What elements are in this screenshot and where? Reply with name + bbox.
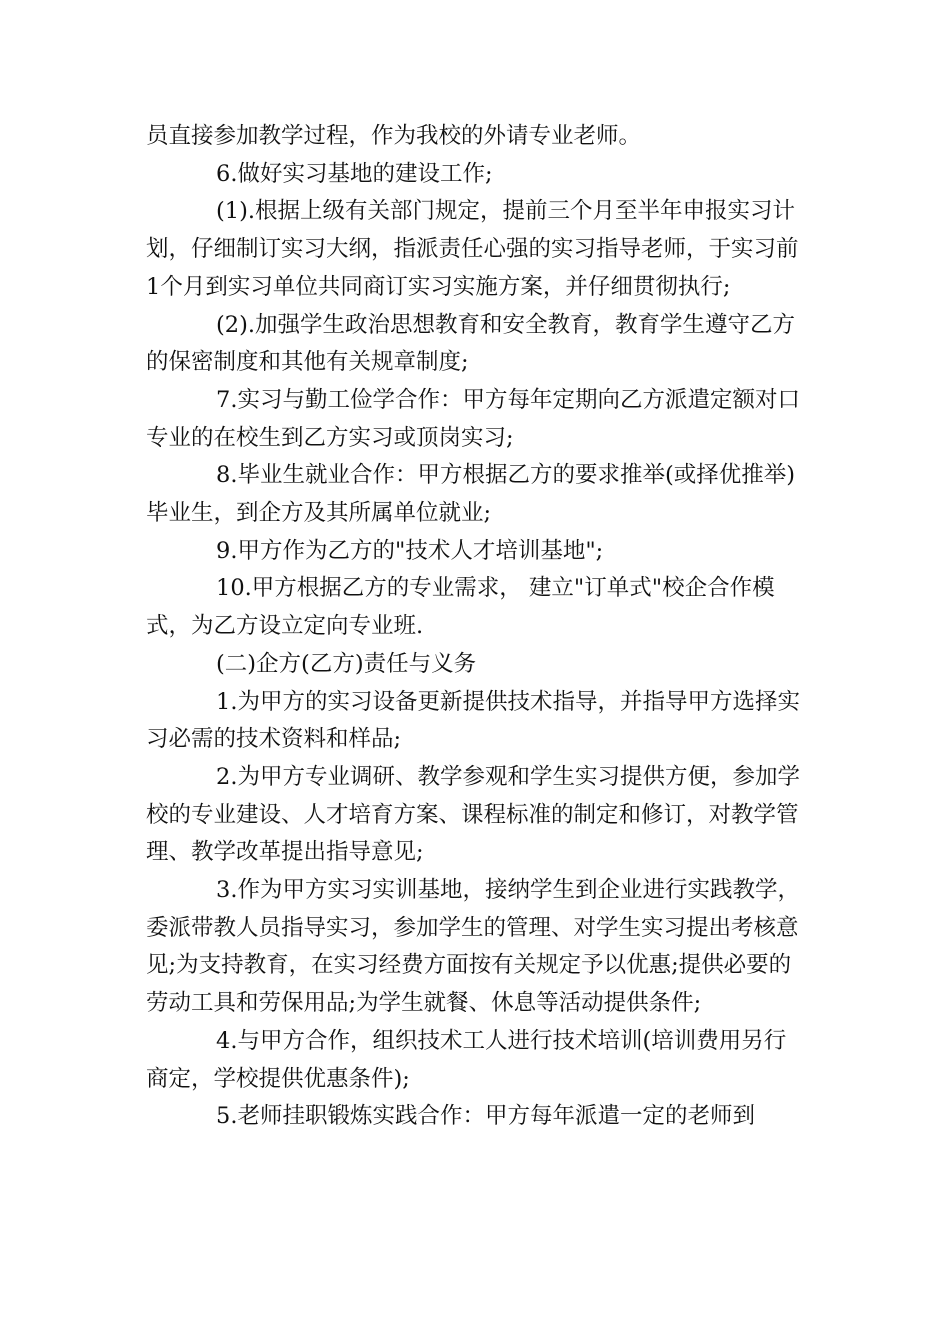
paragraph-10: 1.为甲方的实习设备更新提供技术指导，并指导甲方选择实习必需的技术资料和样品; (146, 688, 800, 753)
document-body (146, 118, 806, 1136)
paragraph-6: 8.毕业生就业合作：甲方根据乙方的要求推举(或择优推举)毕业生，到企方及其所属单位就业; (146, 462, 796, 527)
paragraph-3: (1).根据上级有关部门规定，提前三个月至半年申报实习计划，仔细制订实习大纲，指派责任心强的实习指导老师，于实习前1个月到实习单位共同商订实习实施方案，并仔细贯彻执行; (146, 198, 799, 300)
paragraph-4: (2).加强学生政治思想教育和安全教育，教育学生遵守乙方的保密制度和其他有关规章制度; (146, 311, 796, 376)
paragraph-8: 10.甲方根据乙方的专业需求， 建立"订单式"校企合作模式，为乙方设立定向专业班. (146, 575, 775, 640)
paragraph-12: 3.作为甲方实习实训基地，接纳学生到企业进行实践教学，委派带教人员指导实习，参加学生的管理、对学生实习提出考核意见;为支持教育，在实习经费方面按有关规定予以优惠;提供必要的劳动工具和劳保用品;为学生就餐、休息等活动提供条件; (146, 877, 800, 1017)
paragraph-1: 员直接参加教学过程，作为我校的外请专业老师。 (146, 123, 642, 149)
paragraph-11: 2.为甲方专业调研、教学参观和学生实习提供方便，参加学校的专业建设、人才培育方案、课程标准的制定和修订，对教学管理、教学改革提出指导意见; (146, 763, 800, 866)
paragraph-2: 6.做好实习基地的建设工作; (216, 160, 493, 187)
paragraph-5: 7.实习与勤工俭学合作：甲方每年定期向乙方派遣定额对口专业的在校生到乙方实习或顶岗实习; (146, 386, 800, 451)
paragraph-13: 4.与甲方合作，组织技术工人进行技术培训(培训费用另行商定，学校提供优惠条件); (146, 1027, 787, 1092)
section-heading: (二)企方(乙方)责任与义务 (216, 650, 477, 677)
paragraph-7: 9.甲方作为乙方的"技术人才培训基地"; (216, 537, 604, 564)
paragraph-14: 5.老师挂职锻炼实践合作：甲方每年派遣一定的老师到 (216, 1103, 755, 1130)
